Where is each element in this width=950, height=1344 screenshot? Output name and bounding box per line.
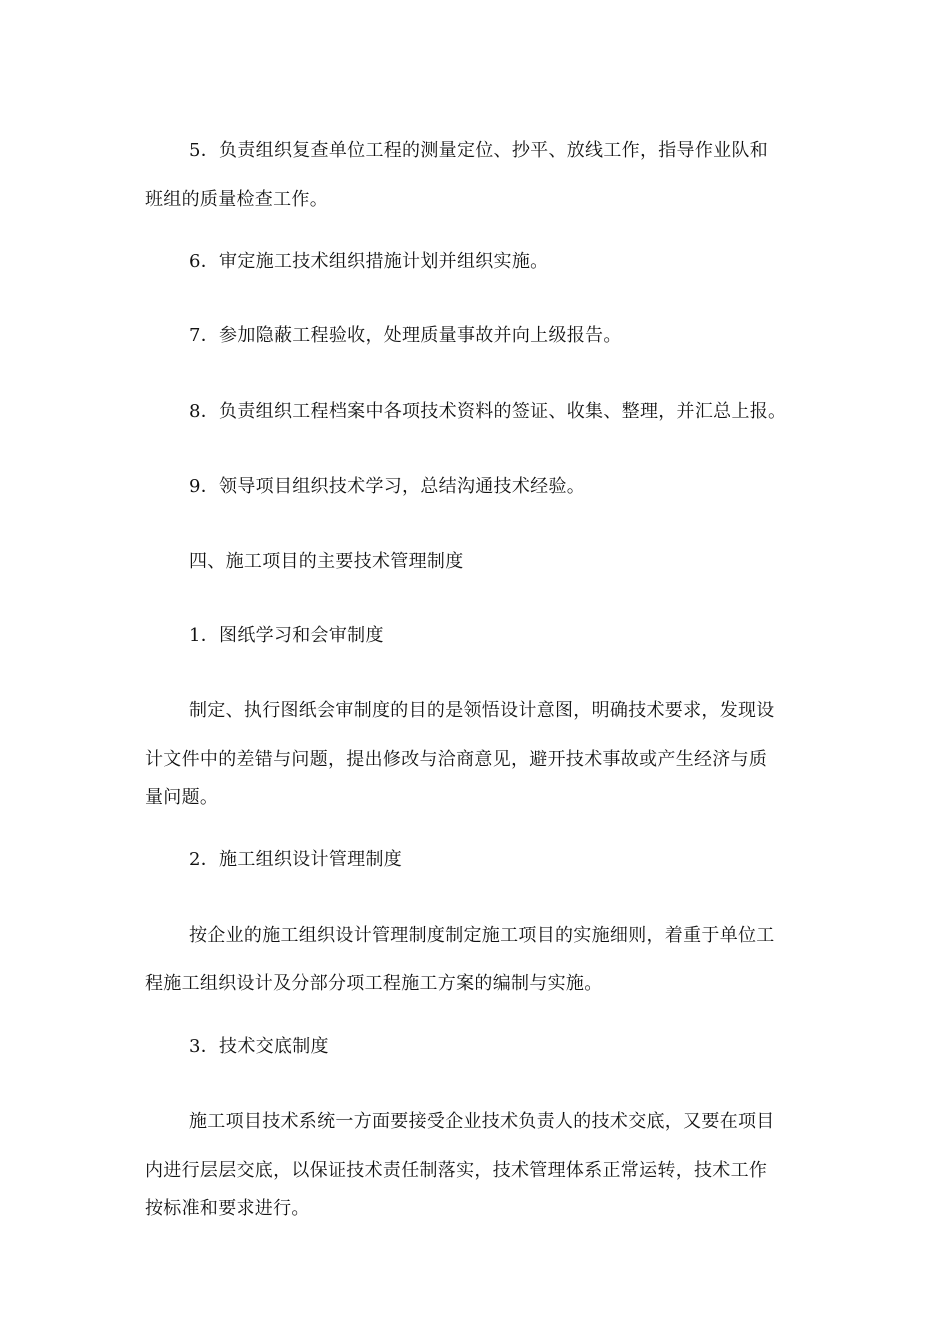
- text-line: 制定、执行图纸会审制度的目的是领悟设计意图，明确技术要求，发现设: [189, 700, 775, 721]
- text-line: 施工项目技术系统一方面要接受企业技术负责人的技术交底，又要在项目: [189, 1111, 775, 1132]
- text-line: 计文件中的差错与问题，提出修改与洽商意见，避开技术事故或产生经济与质: [145, 749, 768, 770]
- text-line: 9．领导项目组织技术学习，总结沟通技术经验。: [189, 476, 586, 497]
- text-line: 班组的质量检查工作。: [145, 189, 328, 210]
- subsection-heading: 3．技术交底制度: [189, 1036, 329, 1057]
- text-line: 量问题。: [145, 787, 219, 808]
- text-line: 内进行层层交底，以保证技术责任制落实，技术管理体系正常运转，技术工作: [145, 1160, 768, 1181]
- text-line: 6．审定施工技术组织措施计划并组织实施。: [189, 251, 549, 272]
- text-line: 8．负责组织工程档案中各项技术资料的签证、收集、整理，并汇总上报。: [189, 401, 787, 422]
- text-line: 按标准和要求进行。: [145, 1198, 310, 1219]
- text-line: 按企业的施工组织设计管理制度制定施工项目的实施细则，着重于单位工: [189, 925, 775, 946]
- text-line: 5．负责组织复查单位工程的测量定位、抄平、放线工作，指导作业队和: [189, 140, 769, 161]
- section-heading: 四、施工项目的主要技术管理制度: [189, 551, 464, 572]
- subsection-heading: 1．图纸学习和会审制度: [189, 625, 384, 646]
- text-line: 7．参加隐蔽工程验收，处理质量事故并向上级报告。: [189, 325, 622, 346]
- text-line: 程施工组织设计及分部分项工程施工方案的编制与实施。: [145, 973, 603, 994]
- subsection-heading: 2．施工组织设计管理制度: [189, 849, 403, 870]
